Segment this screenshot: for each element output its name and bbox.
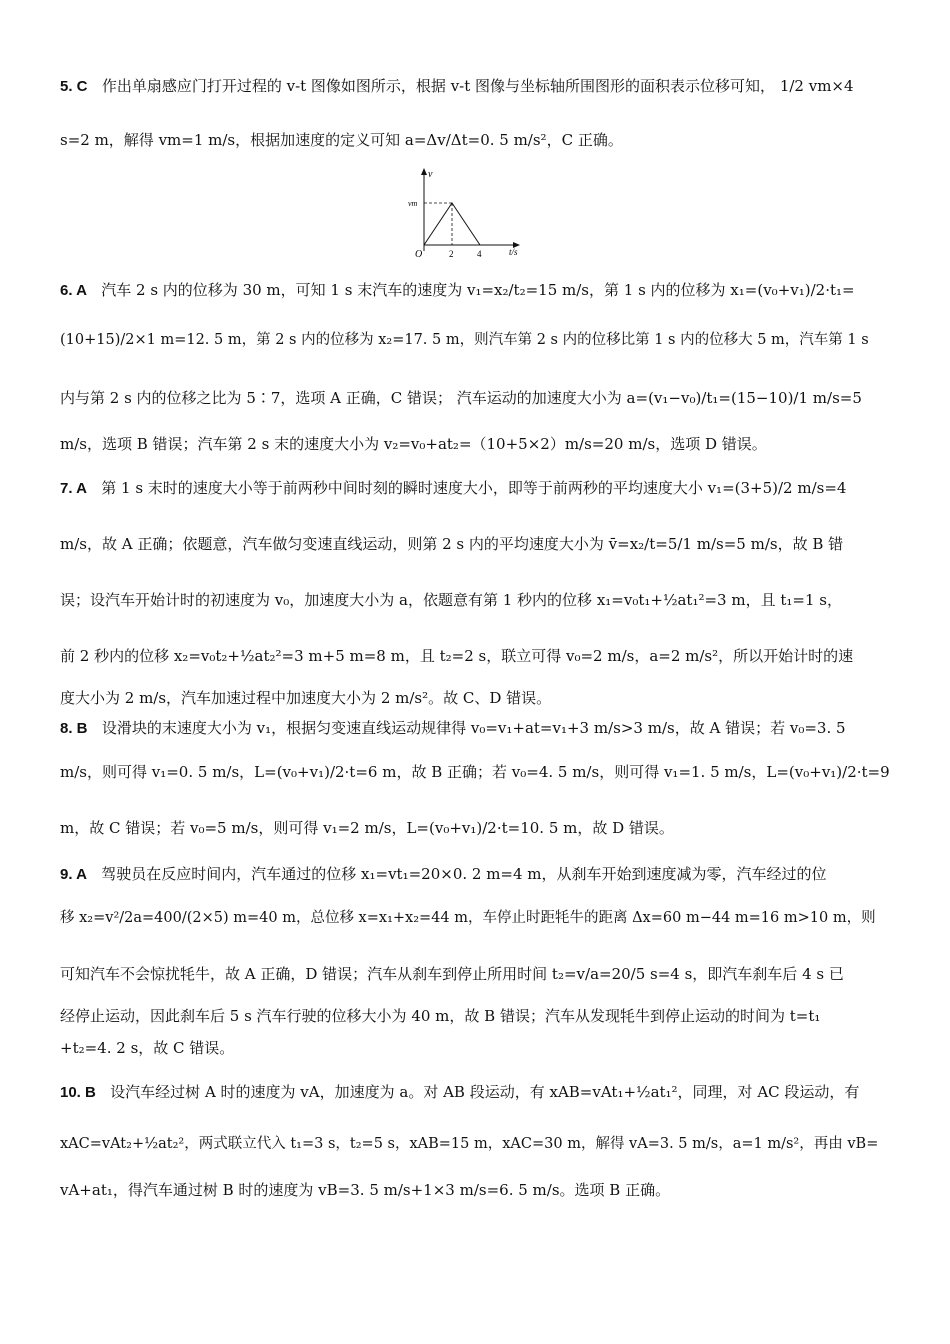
q10-line1 — [60, 1082, 859, 1103]
q8-line2: m/s，则可得 v₁=0. 5 m/s，L=(v₀+v₁)/2·t=6 m，故 B 正确；若 v₀=4. 5 m/s，则可得 v₁=1. 5 m/s，L=(v₀+v₁)/2·t=9 — [60, 763, 890, 781]
q7-text-1: 第 1 s 末时的速度大小等于前两秒中间时刻的瞬时速度大小，即等于前两秒的平均速度大小 v₁=(3+5)/2 m/s=4 — [101, 479, 847, 497]
graph-tick-2: 2 — [449, 249, 454, 259]
q7-line1 — [60, 478, 846, 499]
q7-line4: 前 2 秒内的位移 x₂=v₀t₂+½at₂²=3 m+5 m=8 m，且 t₂=2 s，联立可得 v₀=2 m/s，a=2 m/s²，所以开始计时的速 — [60, 647, 854, 665]
q9-text-1: 驾驶员在反应时间内，汽车通过的位移 x₁=vt₁=20×0. 2 m=4 m，从刹车开始到速度减为零，汽车经过的位 — [101, 865, 827, 883]
q5-line1 — [60, 76, 854, 97]
q5-line2: s=2 m，解得 vm=1 m/s，根据加速度的定义可知 a=Δv/Δt=0. 5 m/s²，C 正确。 — [60, 131, 623, 149]
q6-label: 6. A — [60, 282, 87, 299]
q6-line2: (10+15)/2×1 m=12. 5 m，第 2 s 内的位移为 x₂=17. 5 m，则汽车第 2 s 内的位移比第 1 s 内的位移大 5 m，汽车第 1 s — [60, 332, 869, 348]
q8-line3: m，故 C 错误；若 v₀=5 m/s，则可得 v₁=2 m/s，L=(v₀+v₁)/2·t=10. 5 m，故 D 错误。 — [60, 819, 674, 837]
q10-line2: xAC=vAt₂+½at₂²，两式联立代入 t₁=3 s，t₂=5 s，xAB=15 m，xAC=30 m，解得 vA=3. 5 m/s，a=1 m/s²，再由 vB= — [60, 1136, 879, 1152]
graph-tick-4: 4 — [477, 249, 482, 259]
q5-text-1-tail: 1/2 vm×4 — [779, 77, 854, 95]
q10-text-1: 设汽车经过树 A 时的速度为 vA，加速度为 a。对 AB 段运动，有 xAB=vAt₁+½at₁²，同理，对 AC 段运动，有 — [110, 1083, 860, 1101]
graph-x-label: t/s — [509, 247, 518, 257]
q5-label: 5. C — [60, 78, 88, 95]
graph-y-label: v — [428, 169, 433, 180]
q5-text-1: 作出单扇感应门打开过程的 v-t 图像如图所示，根据 v-t 图像与坐标轴所围图形的面积表示位移可知， — [101, 77, 776, 95]
q6-line4: m/s，选项 B 错误；汽车第 2 s 末的速度大小为 v₂=v₀+at₂=（10+5×2）m/s=20 m/s，选项 D 错误。 — [60, 435, 767, 453]
vt-graph — [378, 165, 588, 265]
q8-line1 — [60, 718, 846, 739]
graph-origin-label: O — [415, 249, 423, 260]
q8-text-1: 设滑块的末速度大小为 v₁，根据匀变速直线运动规律得 v₀=v₁+at=v₁+3 m/s>3 m/s，故 A 错误；若 v₀=3. 5 — [101, 719, 846, 737]
q6-line3: 内与第 2 s 内的位移之比为 5∶7，选项 A 正确，C 错误； 汽车运动的加速度大小为 a=(v₁−v₀)/t₁=(15−10)/1 m/s=5 — [60, 389, 862, 407]
q7-line2: m/s，故 A 正确；依题意，汽车做匀变速直线运动，则第 2 s 内的平均速度大小为 v̄=x₂/t=5/1 m/s=5 m/s，故 B 错 — [60, 535, 844, 553]
q9-line5: +t₂=4. 2 s，故 C 错误。 — [60, 1039, 235, 1057]
q7-label: 7. A — [60, 480, 87, 497]
q8-label: 8. B — [60, 720, 88, 737]
q7-line3: 误；设汽车开始计时的初速度为 v₀，加速度大小为 a，依题意有第 1 秒内的位移 x₁=v₀t₁+½at₁²=3 m，且 t₁=1 s， — [60, 591, 842, 609]
q7-line5: 度大小为 2 m/s，汽车加速过程中加速度大小为 2 m/s²。故 C、D 错误。 — [60, 689, 552, 707]
q9-line1 — [60, 864, 827, 885]
q9-line3: 可知汽车不会惊扰牦牛，故 A 正确，D 错误；汽车从刹车到停止所用时间 t₂=v/a=20/5 s=4 s，即汽车刹车后 4 s 已 — [60, 965, 844, 983]
q6-text-1: 汽车 2 s 内的位移为 30 m，可知 1 s 末汽车的速度为 v₁=x₂/t₂=15 m/s，第 1 s 内的位移为 x₁=(v₀+v₁)/2·t₁= — [101, 281, 855, 299]
graph-vm-label: vm — [408, 199, 418, 208]
q10-label: 10. B — [60, 1084, 96, 1101]
q10-line3: vA+at₁，得汽车通过树 B 时的速度为 vB=3. 5 m/s+1×3 m/s=6. 5 m/s。选项 B 正确。 — [60, 1181, 671, 1199]
q9-line2: 移 x₂=v²/2a=400/(2×5) m=40 m，总位移 x=x₁+x₂=44 m，车停止时距牦牛的距离 Δx=60 m−44 m=16 m>10 m，则 — [60, 910, 876, 926]
q9-label: 9. A — [60, 866, 87, 883]
q9-line4: 经停止运动，因此刹车后 5 s 汽车行驶的位移大小为 40 m，故 B 错误；汽车从发现牦牛到停止运动的时间为 t=t₁ — [60, 1007, 821, 1025]
graph-y-arrow — [421, 168, 427, 175]
q6-line1 — [60, 280, 855, 301]
